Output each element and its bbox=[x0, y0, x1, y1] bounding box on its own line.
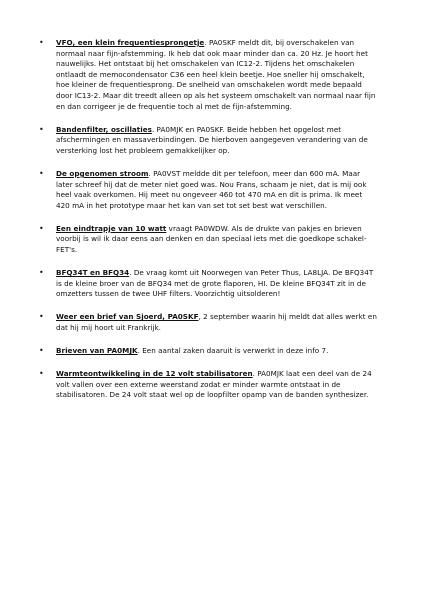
item-text: vraagt PA0WDW. Als de drukte van pakjes en brieven voorbij is wil ik daar eens aan denken en dan speciaal iets met die goedkope schakel-FET's. bbox=[56, 223, 367, 254]
list-item bbox=[36, 369, 377, 401]
item-text: . PA0MJK laat een deel van de 24 volt vallen over een externe weerstand zodat er minder warmte ontstaat in de stabilisatoren. De 24 volt staat wel op de loopfilter opamp van de banden synthesizer. bbox=[56, 369, 372, 400]
bullet-icon: • bbox=[39, 312, 44, 322]
item-heading: Een eindtrapje van 10 watt bbox=[56, 223, 167, 233]
item-text: , 2 september waarin hij meldt dat alles werkt en dat hij mij hoort uit Frankrijk. bbox=[56, 312, 377, 332]
item-text: . PA0MJK en PA0SKF. Beide hebben het opgelost met afschermingen en massaverbindingen. De hierboven aangegeven verandering van de versterking lost het probleem gemakkelijker op. bbox=[56, 124, 368, 155]
list-item bbox=[36, 125, 377, 157]
list-item bbox=[36, 38, 377, 112]
item-heading: De opgenomen stroom bbox=[56, 168, 149, 178]
item-heading: Warmteontwikkeling in de 12 volt stabilisatoren bbox=[56, 369, 253, 379]
item-heading: BFQ34T en BFQ34 bbox=[56, 268, 130, 278]
bullet-icon: • bbox=[39, 124, 44, 134]
item-text: . De vraag komt uit Noorwegen van Peter Thus, LA8LJA. De BFQ34T is de kleine broer van de BFQ34 met de grote flaporen, HI. De kleine BFQ34T zit in de omzetters tussen de twee UHF filters. Voorzichtig uitsolderen! bbox=[56, 268, 374, 299]
bullet-icon: • bbox=[39, 38, 44, 47]
bullet-icon: • bbox=[39, 346, 44, 356]
item-text: . Een aantal zaken daaruit is verwerkt in deze info 7. bbox=[137, 346, 329, 356]
list-item bbox=[36, 312, 377, 333]
item-heading: Bandenfilter, oscillaties bbox=[56, 124, 152, 134]
item-text: . PA0SKF meldt dit, bij overschakelen van normaal naar fijn-afstemming. Ik heb dat ook maar minder dan ca. 20 Hz. Je hoort het nauwelijks. Het ontstaat bij het omschakelen van IC12-2. Tijdens het omschakelen ontlaadt de memocondensator C36 een heel klein beetje. Hoe sneller hij omschakelt, hoe kleiner de frequentiesprong. De snelheid van omschakelen wordt mede bepaald door IC13-2. Maar dit treedt alleen op als het systeem omschakelt van normaal naar fijn en dan corrigeer je de frequentie toch al met de fijn-afstemming. bbox=[56, 38, 376, 111]
bullet-icon: • bbox=[39, 168, 44, 178]
item-heading: Weer een brief van Sjoerd, PA0SKF bbox=[56, 312, 199, 322]
list-item bbox=[36, 169, 377, 211]
news-list bbox=[36, 38, 377, 401]
item-heading: VFO, een klein frequentiesprongetje bbox=[56, 38, 205, 47]
bullet-icon: • bbox=[39, 268, 44, 278]
bullet-icon: • bbox=[39, 223, 44, 233]
item-heading: Brieven van PA0MJK bbox=[56, 346, 138, 356]
list-item bbox=[36, 346, 377, 357]
list-item bbox=[36, 224, 377, 256]
bullet-icon: • bbox=[39, 369, 44, 379]
list-item bbox=[36, 268, 377, 300]
item-text: . PA0VST meldde dit per telefoon, meer dan 600 mA. Maar later schreef hij dat de meter niet goed was. Nou Frans, schaam je niet, dat is mij ook heel vaak overkomen. Hij meet nu ongeveer 460 tot 470 mA en dit is prima. Ik meet 420 mA in het prototype maar het kan van set tot set best wat verschillen. bbox=[56, 168, 367, 210]
